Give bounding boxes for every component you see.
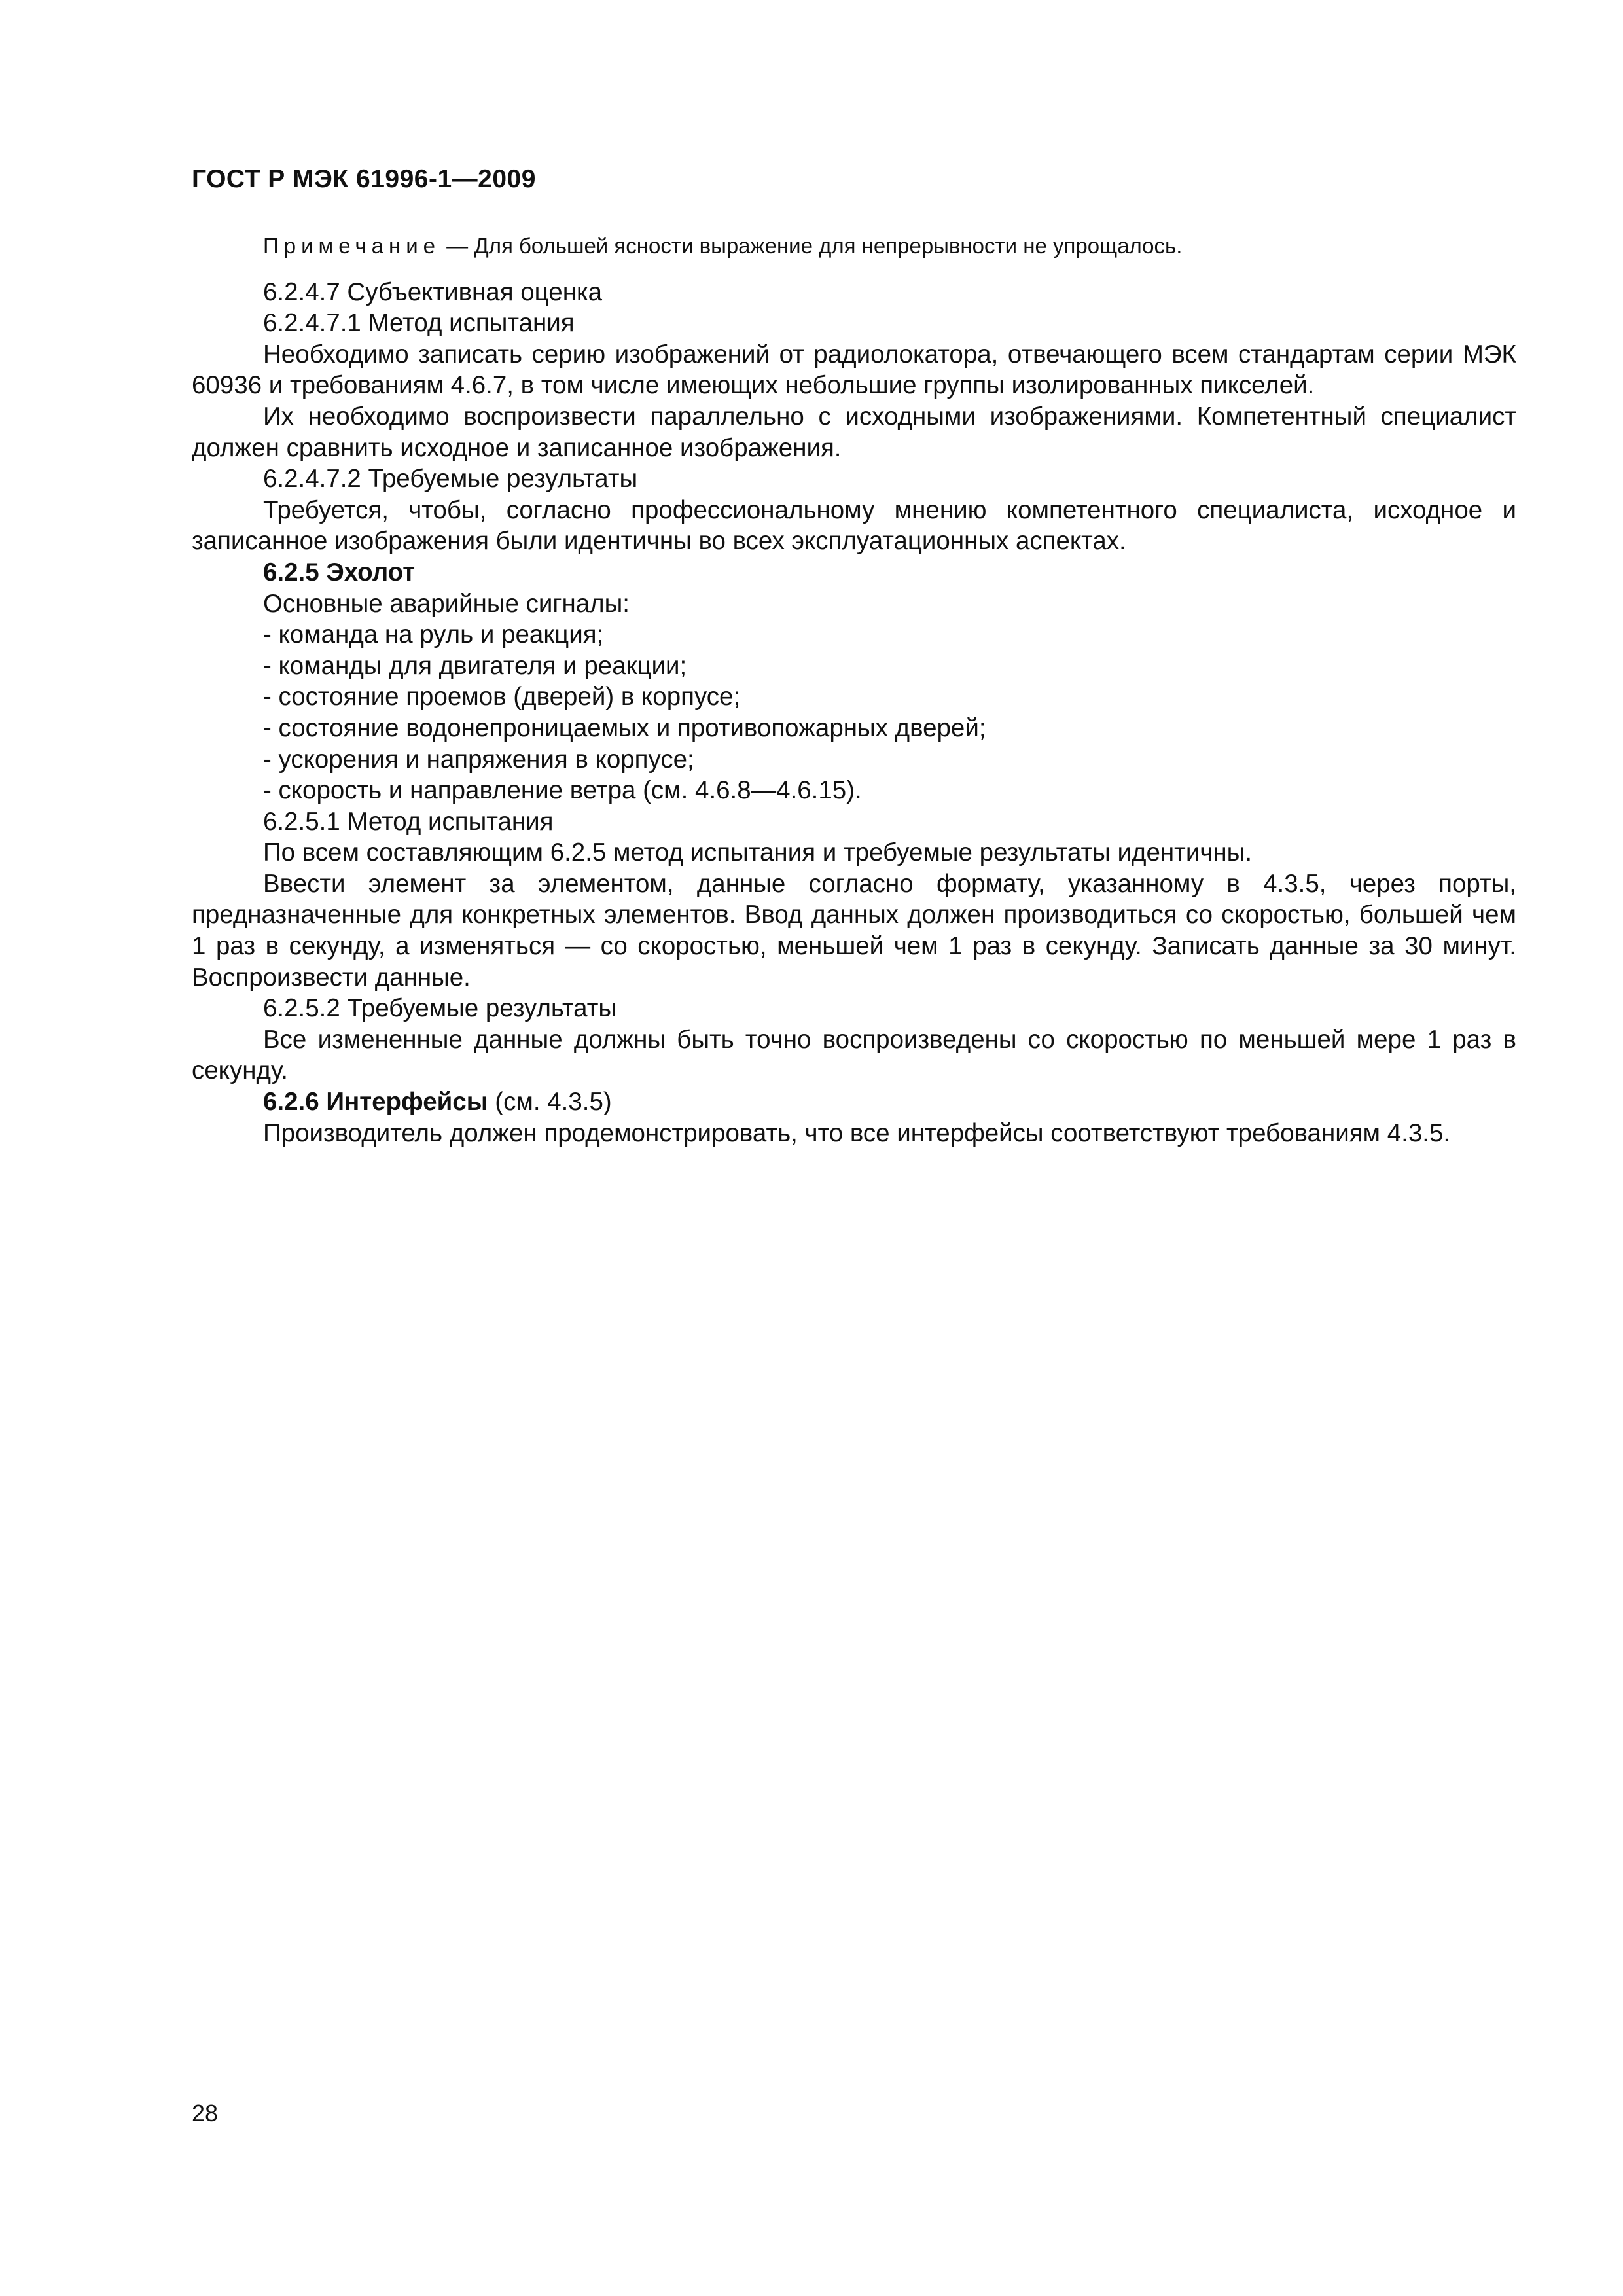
section-6-2-6-heading <box>192 1086 1516 1118</box>
alarm-list-item: - состояние водонепроницаемых и противопожарных дверей; <box>263 713 986 742</box>
section-6-2-4-7-1: 6.2.4.7.1 Метод испытания <box>263 309 575 338</box>
paragraph-required-results: Требуется, чтобы, согласно профессиональному мнению компетентного специалиста, исходное и записанное изображения были идентичны во всех эксплуатационных аспектах. <box>192 495 1516 556</box>
page-number: 28 <box>192 2100 219 2126</box>
section-6-2-5-heading: 6.2.5 Эхолот <box>263 558 416 586</box>
paragraph-components: По всем составляющим 6.2.5 метод испытания и требуемые результаты идентичны. <box>263 838 1253 867</box>
alarm-list-item: - состояние проемов (дверей) в корпусе; <box>263 683 741 711</box>
section-6-2-5-2: 6.2.5.2 Требуемые результаты <box>263 994 617 1023</box>
document-body <box>192 230 1516 1149</box>
note-label: Примечание <box>263 234 441 258</box>
paragraph-data-input: Ввести элемент за элементом, данные согласно формату, указанному в 4.3.5, через порты, предназначенные для конкретных элементов. Ввод данных должен производиться со скоростью, большей чем 1 раз в секунду, а изменяться — со скоростью, меньшей чем 1 раз в секунду. Записать данные за 30 минут. Воспроизвести данные. <box>192 869 1516 992</box>
alarm-list-item: - команды для двигателя и реакции; <box>263 651 687 680</box>
section-6-2-5-1: 6.2.5.1 Метод испытания <box>263 807 554 836</box>
paragraph-reproduce: Их необходимо воспроизвести параллельно с исходными изображениями. Компетентный специалист должен сравнить исходное и записанное изображения. <box>192 402 1516 462</box>
paragraph-alarms-intro: Основные аварийные сигналы: <box>263 589 630 618</box>
paragraph-interfaces: Производитель должен продемонстрировать, что все интерфейсы соответствуют требованиям 4.3.5. <box>263 1119 1451 1147</box>
alarm-list-item: - ускорения и напряжения в корпусе; <box>263 745 694 774</box>
paragraph-changed-data: Все измененные данные должны быть точно воспроизведены со скоростью по меньшей мере 1 раз в секунду. <box>192 1025 1516 1085</box>
note-paragraph <box>192 230 1516 262</box>
alarm-list-item: - команда на руль и реакция; <box>263 620 604 649</box>
section-6-2-6-reference: (см. 4.3.5) <box>488 1088 612 1117</box>
document-header: ГОСТ Р МЭК 61996-1—2009 <box>192 165 536 193</box>
section-6-2-4-7: 6.2.4.7 Субъективная оценка <box>263 278 603 306</box>
alarm-list-item: - скорость и направление ветра (см. 4.6.8—4.6.15). <box>263 776 862 805</box>
section-6-2-6-title: 6.2.6 Интерфейсы <box>263 1088 488 1117</box>
paragraph-record-images: Необходимо записать серию изображений от радиолокатора, отвечающего всем стандартам серии МЭК 60936 и требованиям 4.6.7, в том числе имеющих небольшие группы изолированных пикселей. <box>192 340 1516 400</box>
section-6-2-4-7-2: 6.2.4.7.2 Требуемые результаты <box>263 465 638 493</box>
note-text: — Для большей ясности выражение для непрерывности не упрощалось. <box>440 234 1183 258</box>
